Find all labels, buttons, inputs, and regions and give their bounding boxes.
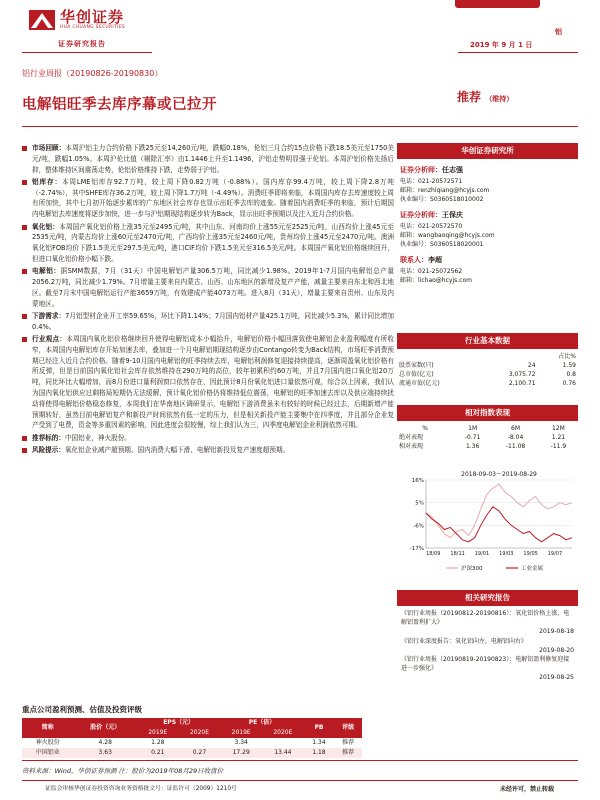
table-cell: 1.36 bbox=[465, 443, 480, 450]
analyst-2 bbox=[397, 208, 578, 249]
analyst-role: 证券分析师： bbox=[400, 211, 442, 219]
email-link[interactable]: lichao@hcyjs.com bbox=[418, 277, 472, 284]
analyst-1 bbox=[397, 163, 578, 204]
table-cell: 中国铝业 bbox=[22, 748, 74, 758]
table-cell: 0.27 bbox=[179, 748, 221, 758]
table-cell: -8.04 bbox=[507, 434, 524, 441]
bullet-risk bbox=[22, 445, 394, 456]
rating bbox=[457, 90, 513, 104]
table-header-cell: 2019E bbox=[137, 728, 179, 738]
table-row bbox=[397, 370, 578, 379]
bullet-text: 本周LME铝库存92.7万吨，较上周下降0.82万吨（-0.88%）。国内库存99.4万吨，较上周下降2.8万吨（-2.74%），其中SHFE库存36.2万吨，较上周下降1.7万吨（-4.49%）。消费旺季即将来临，本周国内库存去库速度较上周有所加快，其中七月初开始逐步累库的广东地区社会库存也显示出旺季去库的迹象。随着国内消费旺季的来临，预计后期国内电解铝去库速度将逐步加快，进一步与沪铝期现结构逐步转为Back，显示出旺季预期以及注入近月合约价格。 bbox=[32, 177, 395, 219]
x-tick-label: 18/09 bbox=[426, 551, 441, 557]
analyst-name: 王保庆 bbox=[442, 211, 463, 219]
phone-value: 021-25072562 bbox=[418, 268, 463, 275]
contact-name-line bbox=[400, 253, 578, 267]
table-cell: 13.44 bbox=[262, 748, 304, 758]
table-row bbox=[397, 433, 578, 442]
table-row bbox=[397, 442, 578, 451]
analyst-cert bbox=[400, 240, 578, 249]
table-header-cell: 2019E bbox=[220, 728, 262, 738]
logo-mark-icon bbox=[28, 8, 56, 32]
bullet-label: 市场回顾： bbox=[32, 144, 66, 152]
bullet-text: 本周国内氧化铝价格继续回升使得电解铝成本小幅抬升，电解铝价格小幅回落致使电解铝企业盈利幅度有所收窄，本周国内电解铝库存开始加速去库，叠加进一个月电解铝期现结构逐步由Contango转变为Back结构，市场旺季消费预期已经注入近月合约价格。随着9-10月国内电解铝的旺季持续去库，电解铝利润修复迎接持续提高，逐渐周盈氧化铝价格有所反弹，但是目前国内氧化铝社会库存依然维持在290万吨的高位，较年初累积约60万吨，并且7月国内进口氧化铝20万吨，同比环比大幅增加，而8月份进口量利润窗口依然存在，因此预计8月份氧化铝进口量依然可观，综合以上因素，我们认为国内氧化铝供应过剩格局短期仍无法缓解，预计氧化铝价格仍将维持低位震荡，电解铝的旺季加速去库以及供应端持续扰动将使得电解铝价格稳态修复，本周我们在华南地区调研显示，电解铝下游消费虽未有较好的时候已经过去，后期新增产能预期转好，虽然目前电解铝复产和新投产时间依然有低一定的压力，但是相关新投产能主要集中在四季度，并且部分企业复产受到了电费，资金等多重因素的影响，因此进度会很较慢，综上我们认为三，四季度电解铝企业利润依然可期。 bbox=[32, 335, 395, 430]
x-tick-label: 19/05 bbox=[523, 551, 538, 557]
logo-cn: 华创证券 bbox=[60, 8, 125, 27]
footer-disclaimer: 未经许可，禁止转载 bbox=[500, 786, 555, 793]
performance-chart bbox=[400, 468, 578, 576]
bullet-square-icon bbox=[22, 448, 27, 453]
rating-value: 推荐 bbox=[457, 90, 482, 104]
phone-value: 021-20572571 bbox=[418, 178, 463, 185]
contact-name: 李超 bbox=[428, 256, 442, 264]
bullet-picks bbox=[22, 433, 394, 444]
x-tick-label: 19/03 bbox=[499, 551, 514, 557]
bullet-square-icon bbox=[22, 225, 27, 230]
table-header-cell: 简称 bbox=[22, 718, 74, 738]
related-report-date: 2019-08-20 bbox=[539, 646, 574, 654]
analyst-name: 任志强 bbox=[442, 166, 463, 174]
analyst-name-line bbox=[400, 163, 578, 177]
email-link[interactable]: wangbaoqing@hcyjs.com bbox=[418, 232, 495, 239]
sidebar bbox=[397, 143, 578, 285]
table-cell: 0.21 bbox=[137, 748, 179, 758]
table-header-row bbox=[397, 352, 578, 361]
y-tick-label: -17% bbox=[409, 546, 424, 552]
table-cell: 0.76 bbox=[562, 380, 576, 387]
bullet-label: 下游需求： bbox=[32, 311, 66, 320]
bullet-square-icon bbox=[22, 314, 27, 319]
bullet-demand bbox=[22, 311, 394, 333]
bullet-label: 风险提示： bbox=[32, 446, 65, 455]
table-cell: -11.08 bbox=[505, 443, 526, 450]
estimates-table bbox=[22, 718, 362, 758]
bullet-text: 7月铝型材企业开工率59.65%，环比下降1.14%；7月国内铝材产量425.1万吨，同比减少5.3%，累计同比增加0.4%。 bbox=[32, 311, 395, 331]
bullet-text: 中国铝业，神火股份。 bbox=[64, 433, 131, 442]
related-report-title: 《铝行业周报（20190812-20190816）：氧化铝价格上涨，电解铝盈利扩大》 bbox=[401, 610, 570, 627]
table-cell bbox=[397, 352, 480, 361]
bullet-label: 氧化铝： bbox=[32, 222, 60, 231]
analyst-phone bbox=[400, 177, 578, 186]
relative-performance bbox=[397, 405, 578, 451]
table-cell: 12M bbox=[552, 425, 565, 432]
cert-label: 执业编号： bbox=[400, 196, 431, 203]
table-header-row bbox=[22, 718, 362, 728]
phone-label: 电话： bbox=[400, 268, 419, 275]
table-cell: 推荐 bbox=[334, 738, 362, 748]
bullet-text: 本周沪铝主力合约价格下跌25元至14,260元/吨，跌幅0.18%，伦铝三月合约15点价格下跌18.5美元至1750美元/吨，跌幅1.05%。本周沪伦比值（剔除汇率）由1.1446上升至1.1496，沪铝走势明显强于伦铝。本周沪铝价格先扬后抑，整体维持区间震荡走势，伦铝价格维持下跌，走势弱于沪铝。 bbox=[32, 144, 395, 174]
bullet-label: 行业观点： bbox=[32, 335, 67, 344]
email-link[interactable]: renzhiqiang@hcyjs.com bbox=[418, 187, 490, 194]
bullet-market bbox=[22, 143, 394, 175]
analyst-phone bbox=[400, 222, 578, 231]
table-row bbox=[22, 748, 362, 758]
x-tick-label: 18/11 bbox=[450, 551, 465, 557]
table-cell: 4.28 bbox=[74, 738, 137, 748]
table-cell: 1.59 bbox=[562, 362, 576, 369]
y-tick-label: 16% bbox=[411, 478, 424, 484]
rating-note: （维持） bbox=[485, 95, 514, 103]
date-divider bbox=[458, 52, 578, 53]
basic-data bbox=[397, 333, 578, 388]
bullet-text: 氧化铝企业减产超预期、国内消费大幅下滑、电解铝新投及复产速度超预期。 bbox=[64, 446, 290, 455]
bullet-alumina bbox=[22, 222, 394, 265]
source-divider bbox=[22, 760, 578, 761]
bullet-inventory bbox=[22, 177, 394, 220]
table-cell: 股票家数(只) bbox=[399, 362, 434, 369]
table-header-row bbox=[397, 424, 578, 433]
contact bbox=[397, 253, 578, 285]
table-cell: % bbox=[422, 425, 428, 432]
table-cell: 绝对表现 bbox=[399, 434, 424, 441]
email-label: 邮箱： bbox=[400, 232, 419, 239]
phone-label: 电话： bbox=[400, 178, 419, 185]
table-cell bbox=[179, 738, 221, 748]
table-cell: 6M bbox=[511, 425, 521, 432]
basic-data-table bbox=[397, 352, 578, 388]
table-header-cell: 评级 bbox=[334, 718, 362, 738]
table-cell bbox=[262, 738, 304, 748]
related-title: 相关研究报告 bbox=[397, 590, 578, 606]
estimates-source: 资料来源：Wind，华创证券预测 注：股价为2019年08月29日收盘价 bbox=[22, 767, 224, 775]
related-report-item[interactable] bbox=[397, 609, 578, 637]
y-tick-label: 5% bbox=[415, 500, 424, 507]
phone-label: 电话： bbox=[400, 223, 419, 230]
footer-divider bbox=[22, 780, 578, 781]
related-report-title: 《铝行业周报（20190819-20190823）：电解铝盈利修复迎接进一步强化》 bbox=[401, 656, 570, 673]
table-cell: 1.34 bbox=[304, 738, 334, 748]
y-tick-label: -6% bbox=[413, 523, 424, 530]
title-divider bbox=[22, 126, 578, 127]
table-cell: 3,075.72 bbox=[508, 371, 536, 378]
table-header-cell: PE（倍） bbox=[220, 718, 303, 728]
perf-title: 相对指数表现 bbox=[397, 405, 578, 421]
table-cell: 总市值(亿元) bbox=[399, 371, 434, 378]
header-divider bbox=[22, 52, 152, 53]
table-header-cell: PB bbox=[304, 718, 334, 738]
email-label: 邮箱： bbox=[400, 187, 419, 194]
bullet-view bbox=[22, 334, 394, 431]
bullet-label: 电解铝： bbox=[32, 267, 61, 276]
table-cell: 1.28 bbox=[137, 738, 179, 748]
institute-title: 华创证券研究所 bbox=[397, 143, 578, 159]
table-cell: 1M bbox=[468, 425, 478, 432]
table-cell: 24 bbox=[527, 362, 536, 369]
footer-license: 证监会审核华创证券投资咨询业务资格批文号：证监许可（2009）1210号 bbox=[45, 786, 237, 792]
table-cell: -11.9 bbox=[550, 443, 567, 450]
bullet-square-icon bbox=[22, 269, 27, 274]
contact-email bbox=[400, 276, 578, 285]
legend-label: 沪深300 bbox=[461, 566, 483, 572]
table-cell: 1.21 bbox=[551, 434, 566, 441]
analyst-email bbox=[400, 231, 578, 240]
logo-en: HUA CHUANG SECURITIES bbox=[60, 25, 126, 31]
bullet-label: 铝库存： bbox=[32, 177, 62, 186]
table-cell: 推荐 bbox=[334, 748, 362, 758]
table-cell: 3.63 bbox=[74, 748, 137, 758]
table-row bbox=[397, 361, 578, 370]
main-content bbox=[22, 143, 394, 457]
phone-value: 021-20572570 bbox=[418, 223, 463, 230]
related-report-item[interactable] bbox=[397, 637, 578, 655]
table-cell: 占比% bbox=[558, 353, 576, 360]
table-cell: 流通市值(亿元) bbox=[399, 380, 440, 387]
table-row bbox=[22, 738, 362, 748]
table-cell: 17.29 bbox=[220, 748, 262, 758]
legend-label: 工业金属 bbox=[521, 566, 544, 572]
cert-label: 执业编号： bbox=[400, 241, 431, 248]
analyst-role: 证券分析师： bbox=[400, 166, 442, 174]
report-subtitle: 铝行业周报（20190826-20190830） bbox=[22, 69, 163, 78]
bullet-label: 推荐标的： bbox=[32, 433, 65, 442]
report-type: 证券研究报告 bbox=[58, 40, 106, 48]
related-report-date: 2019-08-18 bbox=[539, 628, 574, 636]
bullet-square-icon bbox=[22, 146, 27, 151]
report-title: 电解铝旺季去库序幕或已拉开 bbox=[22, 97, 217, 113]
report-date: 2019 年 9 月 1 日 bbox=[470, 41, 533, 49]
analyst-name-line bbox=[400, 208, 578, 222]
logo bbox=[28, 6, 158, 34]
related-reports bbox=[397, 590, 578, 683]
table-cell bbox=[480, 352, 537, 361]
bullet-square-icon bbox=[22, 436, 27, 441]
related-report-item[interactable] bbox=[397, 655, 578, 683]
table-cell: 0.8 bbox=[566, 371, 576, 378]
table-header-cell: EPS（元） bbox=[137, 718, 220, 728]
bullet-square-icon bbox=[22, 180, 27, 185]
bullet-square-icon bbox=[22, 337, 27, 342]
table-cell: -0.71 bbox=[464, 434, 481, 441]
analyst-cert bbox=[400, 195, 578, 204]
contact-role: 联系人： bbox=[400, 256, 428, 264]
bullet-text: 据SMM数据，7月（31天）中国电解铝产量306.5万吨，同比减少1.98%。2019年1-7月国内电解铝总产量2056.2万吨，同比减少1.79%。7月增量主要来自内蒙古、山西、山东地区的新增及复产产能，减量主要来自东北和西北地区。截至7月末中国电解铝运行产能3659万吨，有效建成产能4073万吨。进入8月（31天），增量主要来自贵州、山东及内蒙地区。 bbox=[32, 267, 394, 308]
cert-value: S0360518020001 bbox=[430, 241, 484, 248]
table-cell: 3.34 bbox=[220, 738, 262, 748]
top-tab bbox=[455, 0, 540, 8]
x-tick-label: 19/01 bbox=[474, 551, 490, 557]
perf-table bbox=[397, 424, 578, 451]
table-header-cell: 2020E bbox=[262, 728, 304, 738]
related-report-date: 2019-08-25 bbox=[539, 674, 574, 682]
related-report-title: 《铝行业深度报告：氧化铝向左，电解铝向右》 bbox=[401, 637, 528, 645]
chart-title: 2018-09-03～2019-08-29 bbox=[461, 471, 537, 478]
email-label: 邮箱： bbox=[400, 277, 419, 284]
estimates-title: 重点公司盈利预测、估值及投资评级 bbox=[22, 705, 142, 714]
sector-label: 铝 bbox=[555, 28, 562, 36]
contact-phone bbox=[400, 267, 578, 276]
table-header-cell: 股价（元） bbox=[74, 718, 137, 738]
analyst-email bbox=[400, 186, 578, 195]
x-tick-label: 19/07 bbox=[547, 551, 563, 557]
table-row bbox=[397, 379, 578, 388]
table-cell: 2,100.71 bbox=[508, 380, 536, 387]
table-cell: 神火股份 bbox=[22, 738, 74, 748]
cert-value: S0360518010002 bbox=[430, 196, 484, 203]
bullet-text: 本周国产氧化铝价格上涨35元至2495元/吨，其中山东、河南均价上涨55元至2525元/吨，山西均价上涨45元至2535元/吨，内蒙古均价上涨60元至2470元/吨，广西均价上涨35元至2460元/吨，贵州均价上涨45元至2470元/吨。澳洲氧化铝FOB均价下跌1.5美元至297.5美元/吨，港口CIF均价下跌1.5美元至316.5美元/吨。本周国产氧化铝价格继续回升，但进口氧化铝价格小幅下跌。 bbox=[32, 222, 394, 263]
table-cell: 1.18 bbox=[304, 748, 334, 758]
basic-data-title: 行业基本数据 bbox=[397, 333, 578, 349]
table-cell: 相对表现 bbox=[399, 443, 424, 450]
bullet-electrolytic bbox=[22, 266, 394, 309]
table-header-cell: 2020E bbox=[179, 728, 221, 738]
